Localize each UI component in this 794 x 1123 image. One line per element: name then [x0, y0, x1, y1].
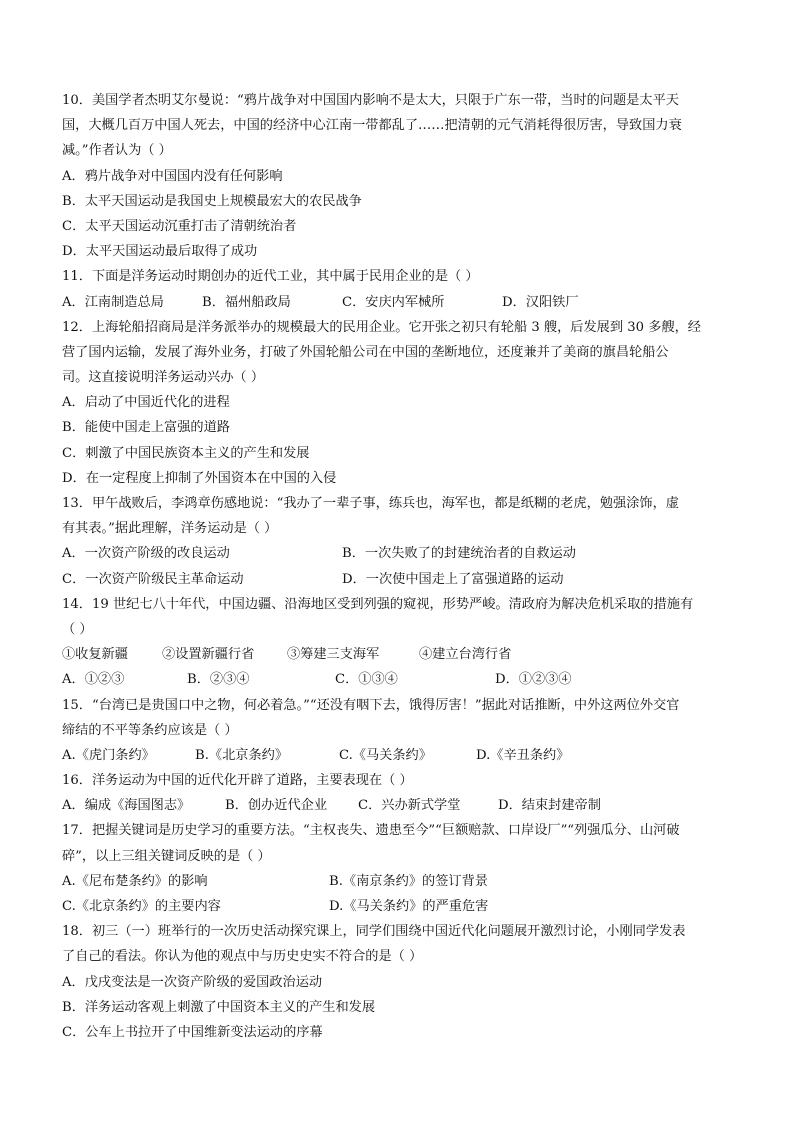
q13-option-a: A．一次资产阶级的改良运动: [62, 546, 230, 562]
q11-option-b: B．福州船政局: [202, 294, 291, 310]
q14-option-d: D．①②③④: [495, 672, 572, 688]
q16-option-a: A．编成《海国图志》: [62, 798, 191, 814]
q13-options-row-1: [62, 541, 742, 566]
q17-option-d: D.《马关条约》的严重危害: [329, 899, 489, 914]
q17-stem-1: 17．把握关键词是历史学习的重要方法。“主权丧失、遗患至今”“巨额赔款、口岸设厂”“列强瓜分、山河破: [62, 823, 680, 839]
q16-stem: 16．洋务运动为中国的近代化开辟了道路，主要表现在（ ）: [62, 773, 413, 789]
exam-page: [62, 88, 742, 1045]
q13-options-row-2: [62, 567, 742, 592]
q13-option-b: B．一次失败了的封建统治者的自救运动: [342, 546, 576, 562]
q14-item-2: ②设置新疆行省: [162, 647, 255, 663]
q18-option-c: C．公车上书拉开了中国维新变法运动的序幕: [62, 1024, 323, 1040]
q11-option-a: A．江南制造总局: [62, 294, 164, 310]
q14-stem-2: （ ）: [62, 621, 93, 637]
q10-option-c: C．太平天国运动沉重打击了清朝统治者: [62, 218, 297, 234]
q14-item-3: ③筹建三支海军: [287, 647, 380, 663]
q15-option-a: A.《虎门条约》: [62, 747, 155, 763]
q10-option-d: D．太平天国运动最后取得了成功: [62, 244, 258, 260]
q15-option-c: C.《马关条约》: [339, 747, 432, 763]
q18-option-b: B．洋务运动客观上刺激了中国资本主义的产生和发展: [62, 999, 376, 1015]
q17-option-a: A.《尼布楚条约》的影响: [62, 873, 208, 889]
q15-option-d: D.《辛丑条约》: [476, 747, 570, 763]
q18-stem-2: 了自己的看法。你认为他的观点中与历史史实不符合的是（ ）: [62, 949, 423, 965]
q18-stem-1: 18．初三（一）班举行的一次历史活动探究课上，同学们围绕中国近代化问题展开激烈讨论，小刚同学发表: [62, 924, 686, 940]
q11-option-d: D．汉阳铁厂: [502, 294, 579, 310]
q17-stem-2: 碎”，以上三组关键词反映的是（ ）: [62, 848, 271, 864]
q12-option-c: C．刺激了中国民族资本主义的产生和发展: [62, 445, 310, 461]
q16-option-c: C．兴办新式学堂: [358, 798, 461, 814]
q18-option-a: A．戊戌变法是一次资产阶级的爱国政治运动: [62, 974, 323, 990]
q16-option-b: B．创办近代企业: [225, 798, 328, 814]
q14-option-b: B．②③④: [187, 672, 250, 688]
q14-item-1: ①收复新疆: [62, 647, 128, 663]
q15-stem-1: 15．“台湾已是贵国口中之物，何必着急。”“还没有咽下去，饿得厉害！”据此对话推断，中外这两位外交官: [62, 697, 680, 713]
q17-options-row-1: [62, 869, 742, 894]
q10-stem-3: 减。”作者认为（ ）: [62, 143, 172, 159]
q10-stem-1: 10．美国学者杰明艾尔曼说：“鸦片战争对中国国内影响不是太大，只限于广东一带，当时的问题是太平天: [62, 93, 679, 108]
q10-option-b: B．太平天国运动是我国史上规模最宏大的农民战争: [62, 193, 362, 209]
q15-options: [62, 743, 742, 768]
q16-option-d: D．结束封建帝制: [498, 798, 601, 814]
q12-stem-1: 12．上海轮船招商局是洋务派举办的规模最大的民用企业。它开张之初只有轮船 3 艘，后发展到 30 多艘，经: [62, 319, 701, 335]
q14-option-a: A．①②③: [62, 672, 125, 688]
q13-option-c: C．一次资产阶级民主革命运动: [62, 571, 244, 587]
q14-item-4: ④建立台湾行省: [419, 647, 512, 663]
q12-stem-2: 营了国内运输，发展了海外业务，打破了外国轮船公司在中国的垄断地位，还度兼并了美商的旗昌轮船公: [62, 344, 669, 360]
q13-stem-1: 13．甲午战败后，李鸿章伤感地说：“我办了一辈子事，练兵也，海军也，都是纸糊的老虎，勉强涂饰，虚: [62, 496, 679, 511]
q10-option-a: A．鸦片战争对中国国内没有任何影响: [62, 168, 283, 184]
q14-option-c: C．①③④: [335, 672, 398, 688]
q17-options-row-2: [62, 894, 742, 919]
q14-stem-1: 14．19 世纪七八十年代，中国边疆、沿海地区受到列强的窥视，形势严峻。清政府为解决危机采取的措施有: [62, 596, 694, 612]
q14-items: [62, 642, 742, 667]
q17-option-b: B.《南京条约》的签订背景: [329, 873, 488, 889]
q11-options: [62, 290, 742, 315]
q12-option-d: D．在一定程度上抑制了外国资本在中国的入侵: [62, 470, 337, 486]
q15-stem-2: 缔结的不平等条约应该是（ ）: [62, 722, 238, 738]
q11-option-c: C．安庆内军械所: [342, 294, 445, 310]
q16-options: [62, 793, 742, 818]
q12-option-b: B．能使中国走上富强的道路: [62, 420, 230, 436]
q13-option-d: D．一次使中国走上了富强道路的运动: [342, 571, 564, 587]
q10-stem-2: 国，大概几百万中国人死去，中国的经济中心江南一带都乱了……把清朝的元气消耗得很厉害，导致国力衰: [62, 118, 682, 134]
q17-option-c: C.《北京条约》的主要内容: [62, 899, 221, 914]
q15-option-b: B.《北京条约》: [195, 747, 289, 763]
q11-stem: 11．下面是洋务运动时期创办的近代工业，其中属于民用企业的是（ ）: [62, 269, 479, 285]
q12-stem-3: 司。这直接说明洋务运动兴办（ ）: [62, 370, 265, 386]
q12-option-a: A．启动了中国近代化的进程: [62, 395, 230, 411]
q13-stem-2: 有其表。”据此理解，洋务运动是（ ）: [62, 521, 278, 537]
q14-options: [62, 667, 742, 692]
